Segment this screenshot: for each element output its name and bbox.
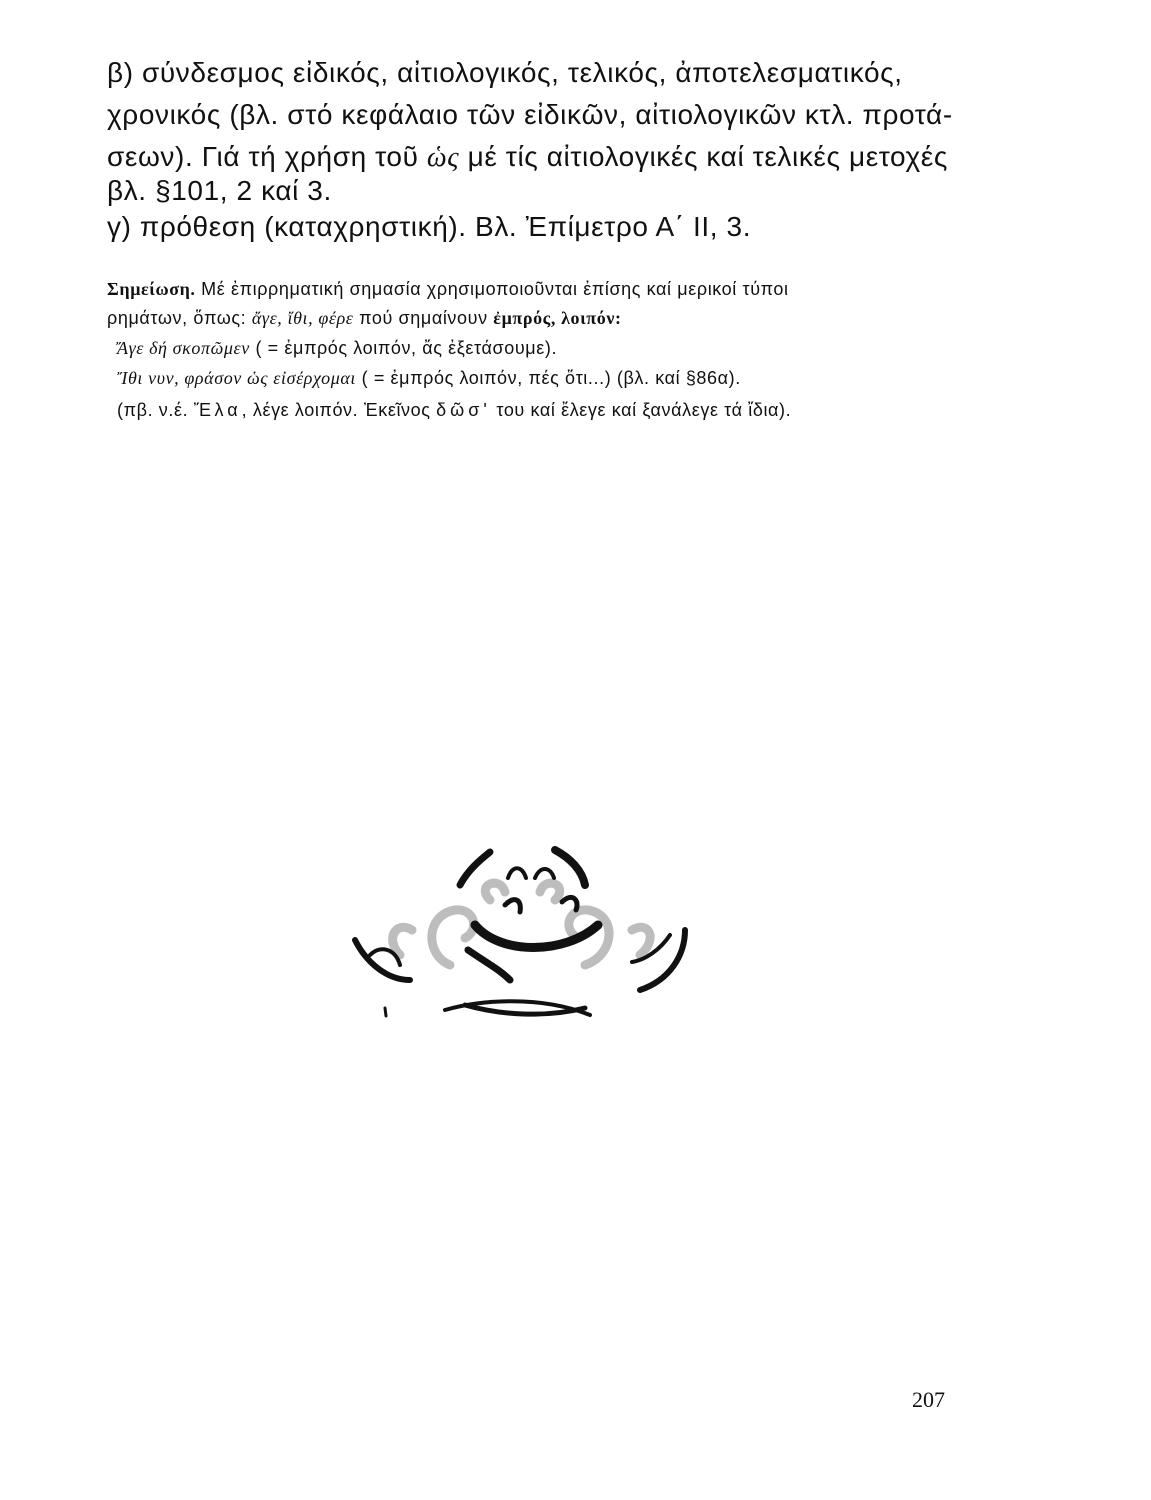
example-line xyxy=(117,364,1017,392)
text-line: βλ. §101, 2 καί 3. xyxy=(107,175,332,206)
example-gloss: ( = ἐμπρός λοιπόν, ἄς ἐξετάσουμε). xyxy=(249,338,558,358)
text-line: χρονικός (βλ. στό κεφάλαιο τῶν εἰδικῶν, αἰτιολογικῶν κτλ. προτά- xyxy=(107,99,953,130)
example-gloss: ( = ἐμπρός λοιπόν, πές ὅτι...) (βλ. καί §86α). xyxy=(356,368,741,388)
text-line: γ) πρόθεση (καταχρηστική). Βλ. Ἐπίμετρο Α΄ ΙΙ, 3. xyxy=(107,211,752,242)
italic-words: ἄγε, ἴθι, φέρε xyxy=(251,308,354,328)
text-span: του καί ἔλεγε καί ξανάλεγε τά ἴδια). xyxy=(490,400,792,420)
decorative-face-ornament xyxy=(340,830,710,1030)
text-span: ρημάτων, ὅπως: xyxy=(107,308,252,328)
bold-words: ἐμπρός, λοιπόν: xyxy=(493,308,622,328)
text-span: πού σημαίνουν xyxy=(353,308,494,328)
ornament-swirls xyxy=(393,883,650,965)
greek-example: Ἄγε δή σκοπῶμεν xyxy=(117,338,250,358)
greek-example: Ἴθι νυν, φράσον ὡς εἰσέρχομαι xyxy=(117,368,357,388)
italic-word: ὡς xyxy=(426,142,460,173)
text-span: μέ τίς αἰτιολογικές καί τελικές μετοχές xyxy=(459,141,948,172)
spaced-word: Ἔλα xyxy=(193,400,242,420)
note-line xyxy=(107,275,1007,303)
example-line xyxy=(117,396,1017,424)
example-line xyxy=(117,334,1017,362)
text-span: Μέ ἐπιρρηματική σημασία χρησιμοποιοῦνται ἐπίσης καί μερικοί τύποι xyxy=(195,279,789,299)
text-line: β) σύνδεσμος εἰδικός, αἰτιολογικός, τελικός, ἀποτελεσματικός, xyxy=(107,57,903,88)
note-label: Σημείωση. xyxy=(107,279,196,299)
spaced-word: δῶσ' xyxy=(436,400,491,420)
note-line xyxy=(107,304,1007,332)
text-span: σεων). Γιά τή χρήση τοῦ xyxy=(107,141,427,172)
text-span: , λέγε λοιπόν. Ἐκεῖνος xyxy=(241,400,437,420)
page-number: 207 xyxy=(912,1387,945,1412)
text-span: (πβ. ν.έ. xyxy=(117,400,194,420)
